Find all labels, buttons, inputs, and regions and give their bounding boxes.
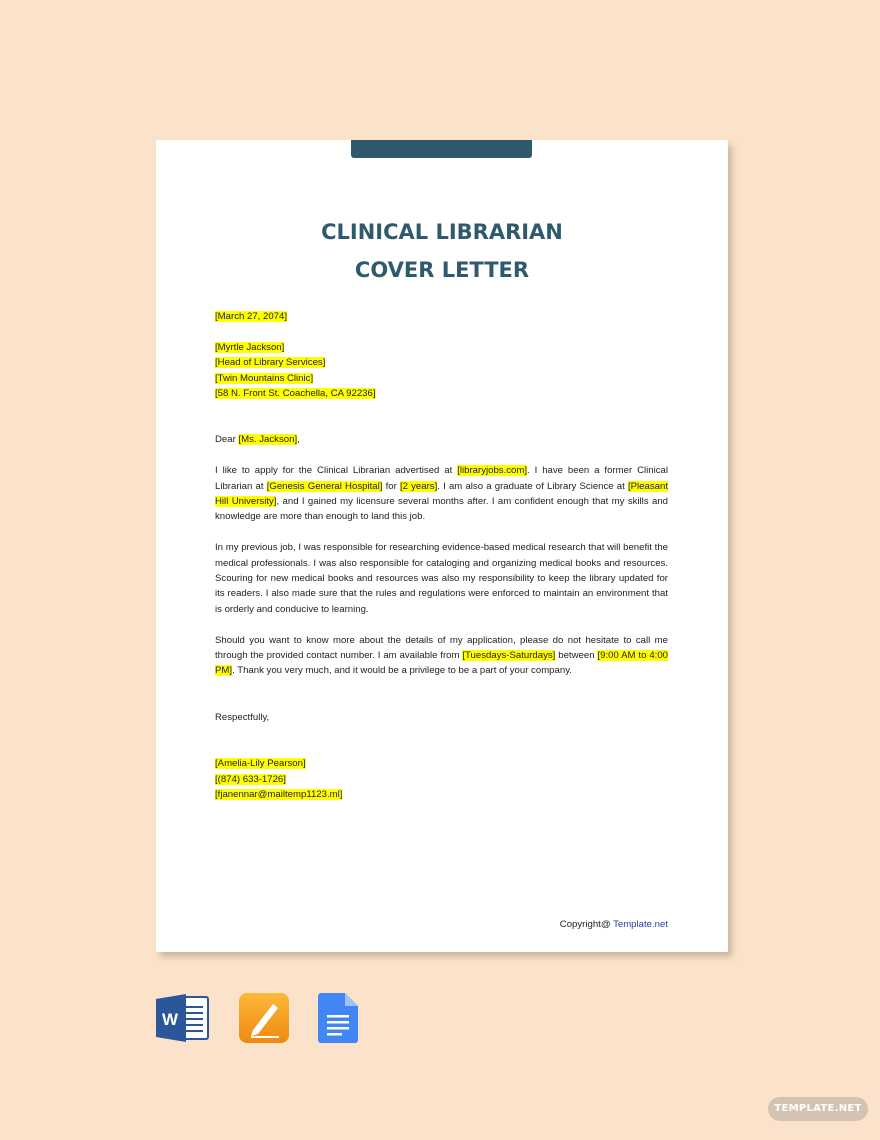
salutation: Dear [Ms. Jackson],: [215, 434, 300, 446]
closing: Respectfully,: [215, 711, 270, 723]
title-line-2: COVER LETTER: [354, 258, 530, 282]
page-header-tab: [351, 140, 532, 158]
template-net-link[interactable]: Template.net: [613, 919, 668, 930]
title-line-1: CLINICAL LIBRARIAN: [321, 220, 563, 244]
copyright-notice: Copyright@ Template.net: [559, 919, 668, 930]
pages-icon[interactable]: [239, 993, 289, 1047]
paragraph-1: I like to apply for the Clinical Librarian advertised at [libraryjobs.com]. I have been a former Clinical Librarian at [Genesis General Hospital] for [2 years]. I am also a graduate of Library Science at [Pleasant Hill University], and I gained my licensure several months after. I am confident enough that my skills and knowledge are more than enough to land this job.: [215, 465, 668, 523]
sender-name: [Amelia-Lily Pearson]: [215, 758, 306, 770]
sender-phone: [(874) 633-1726]: [215, 773, 286, 785]
template-net-watermark: TEMPLATE.NET: [768, 1097, 868, 1121]
letter-date: [March 27, 2074]: [215, 311, 287, 322]
document-page: [156, 140, 728, 952]
recipient-address: [58 N. Front St. Coachella, CA 92236]: [215, 388, 376, 400]
letter-body: [215, 309, 668, 803]
word-icon[interactable]: [156, 993, 210, 1047]
recipient-block: [215, 340, 668, 402]
recipient-name: [Myrtle Jackson]: [215, 341, 285, 353]
document-title: [156, 213, 728, 289]
svg-text:W: W: [161, 1010, 179, 1029]
paragraph-3: Should you want to know more about the details of my application, please do not hesitate to call me through the provided contact number. I am available from [Tuesdays-Saturdays] between [9:00 AM to 4:00 PM]. Thank you very much, and it would be a privilege to be a part of your company.: [215, 634, 668, 677]
sender-email: [fjanennar@mailtemp1123.ml]: [215, 789, 343, 801]
recipient-company: [Twin Mountains Clinic]: [215, 372, 314, 384]
google-docs-icon[interactable]: [318, 993, 358, 1047]
recipient-title: [Head of Library Services]: [215, 357, 326, 369]
paragraph-2: In my previous job, I was responsible for researching evidence-based medical research that will benefit the medical professionals. I was also responsible for cataloging and organizing medical books and resources. Scouring for new medical books and resources was also my responsibility to keep the library updated for its readers. I also made sure that the rules and regulations were enforced to maintain an environment that is orderly and conducive to learning.: [215, 542, 668, 615]
sender-block: [215, 756, 668, 802]
